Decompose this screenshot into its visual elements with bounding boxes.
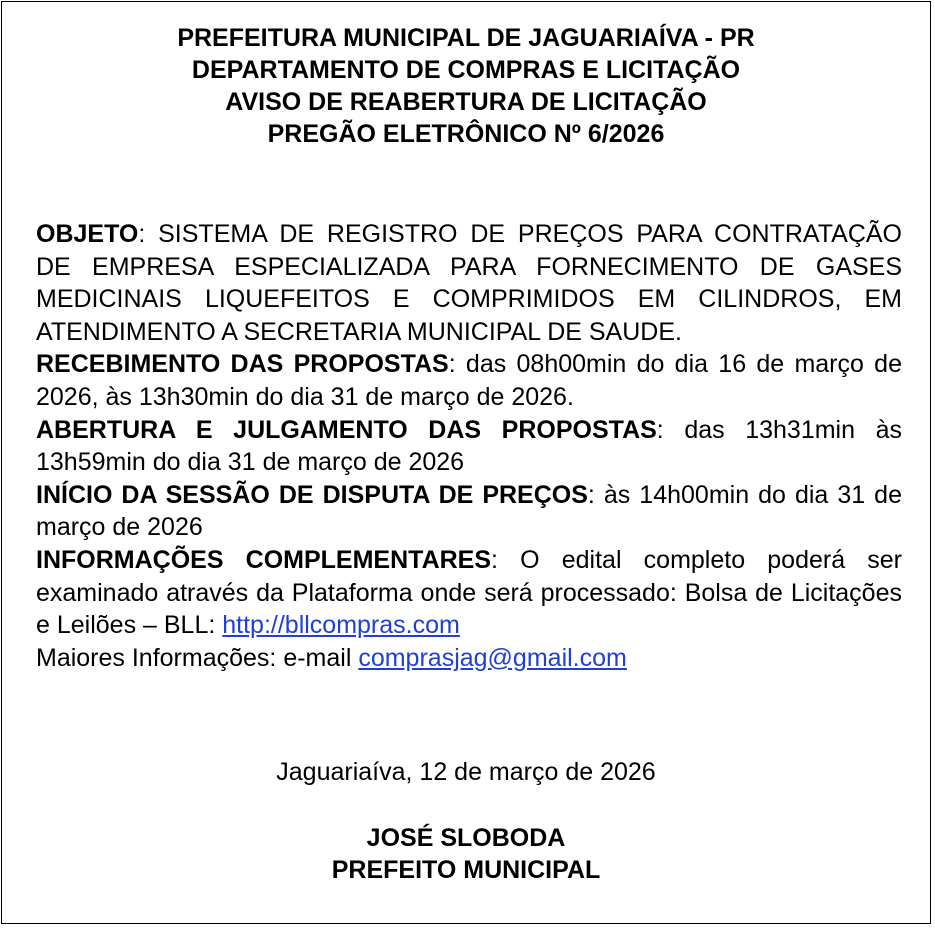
inicio-paragraph bbox=[36, 479, 902, 544]
signature-title: PREFEITO MUNICIPAL bbox=[331, 856, 601, 884]
bll-link[interactable]: http://bllcompras.com bbox=[222, 611, 460, 640]
notice-body bbox=[36, 218, 902, 674]
signature-name: JOSÉ SLOBODA bbox=[366, 824, 566, 852]
recebimento-label: RECEBIMENTO DAS PROPOSTAS bbox=[36, 350, 449, 379]
inicio-label: INÍCIO DA SESSÃO DE DISPUTA DE PREÇOS bbox=[36, 480, 588, 509]
maiores-paragraph bbox=[36, 642, 902, 675]
inicio-text: : às 14h00min do dia 31 de março de 2026 bbox=[36, 480, 902, 542]
abertura-label: ABERTURA E JULGAMENTO DAS PROPOSTAS bbox=[36, 415, 657, 444]
informacoes-text: : O edital completo poderá ser examinado através da Plataforma onde será processado: Bolsa de Licitações e Leilões – BLL: bbox=[36, 545, 902, 640]
header-line-departamento: DEPARTAMENTO DE COMPRAS E LICITAÇÃO bbox=[191, 56, 741, 84]
header-line-aviso: AVISO DE REABERTURA DE LICITAÇÃO bbox=[225, 88, 707, 116]
objeto-paragraph bbox=[36, 218, 902, 348]
date-line: Jaguariaíva, 12 de março de 2026 bbox=[276, 758, 656, 786]
notice-header bbox=[2, 22, 930, 150]
signature-block bbox=[2, 822, 930, 886]
notice-box bbox=[1, 1, 931, 924]
header-line-prefeitura: PREFEITURA MUNICIPAL DE JAGUARIAÍVA - PR bbox=[177, 24, 755, 52]
informacoes-label: INFORMAÇÕES COMPLEMENTARES bbox=[36, 545, 492, 574]
recebimento-paragraph bbox=[36, 348, 902, 413]
abertura-paragraph bbox=[36, 414, 902, 479]
informacoes-paragraph bbox=[36, 544, 902, 642]
abertura-text: : das 13h31min às 13h59min do dia 31 de março de 2026 bbox=[36, 415, 903, 477]
header-line-pregao: PREGÃO ELETRÔNICO Nº 6/2026 bbox=[267, 120, 665, 148]
email-link[interactable]: comprasjag@gmail.com bbox=[358, 643, 627, 672]
objeto-text: : SISTEMA DE REGISTRO DE PREÇOS PARA CONTRATAÇÃO DE EMPRESA ESPECIALIZADA PARA FORNECIMENTO DE GASES MEDICINAIS LIQUEFEITOS E COMPRIMIDOS EM CILINDROS, EM ATENDIMENTO A SECRETARIA MUNICIPAL DE SAUDE. bbox=[36, 220, 902, 346]
recebimento-text: : das 08h00min do dia 16 de março de 2026, às 13h30min do dia 31 de março de 2026. bbox=[36, 350, 902, 411]
maiores-text: Maiores Informações: e-mail bbox=[36, 643, 359, 672]
objeto-label: OBJETO bbox=[36, 220, 139, 248]
